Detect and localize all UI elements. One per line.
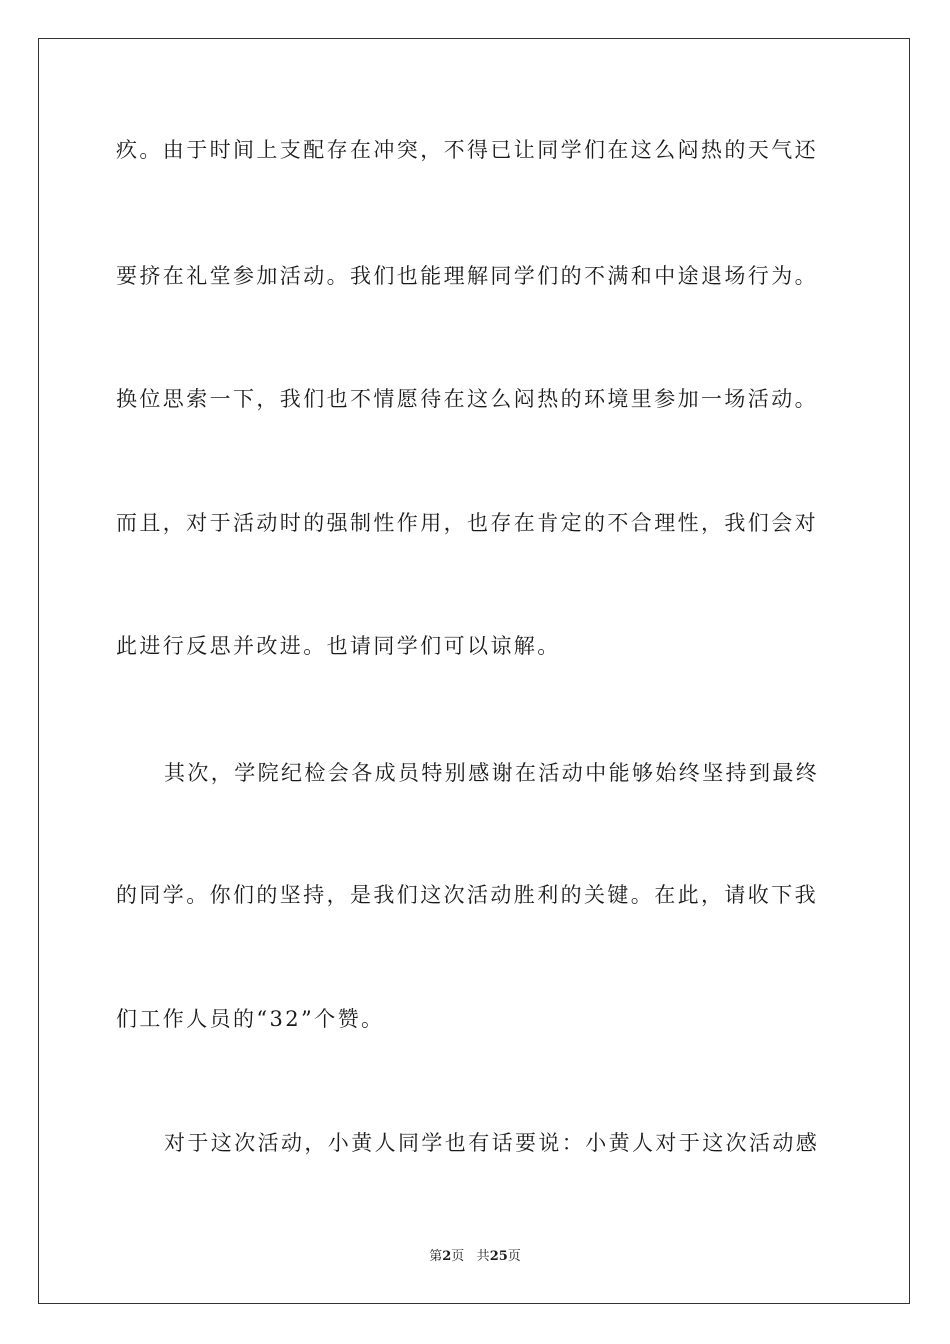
footer-total-suffix: 页	[507, 1249, 521, 1264]
body-text-line: 们工作人员的“32”个赞。	[116, 1007, 385, 1031]
footer-total-prefix: 共	[476, 1249, 490, 1264]
body-text-line: 要挤在礼堂参加活动。我们也能理解同学们的不满和中途退场行为。	[116, 264, 818, 288]
footer-total-pages: 25	[489, 1249, 508, 1264]
body-text-line: 而且，对于活动时的强制性作用，也存在肯定的不合理性，我们会对	[116, 511, 818, 535]
footer-page-prefix: 第	[429, 1249, 443, 1264]
footer-page-number: 2	[442, 1249, 452, 1264]
body-text-line: 疚。由于时间上支配存在冲突，不得已让同学们在这么闷热的天气还	[116, 138, 818, 162]
paragraph-start-line: 其次，学院纪检会各成员特别感谢在活动中能够始终坚持到最终	[164, 761, 820, 785]
body-text-line: 的同学。你们的坚持，是我们这次活动胜利的关键。在此，请收下我	[116, 883, 818, 907]
body-text-line: 此进行反思并改进。也请同学们可以谅解。	[116, 634, 561, 658]
paragraph-start-line: 对于这次活动，小黄人同学也有话要说：小黄人对于这次活动感	[164, 1131, 820, 1155]
footer-page-suffix: 页	[451, 1249, 465, 1264]
body-text-line: 换位思索一下，我们也不情愿待在这么闷热的环境里参加一场活动。	[116, 387, 818, 411]
page-frame	[38, 38, 910, 1304]
page-footer	[0, 1248, 950, 1266]
